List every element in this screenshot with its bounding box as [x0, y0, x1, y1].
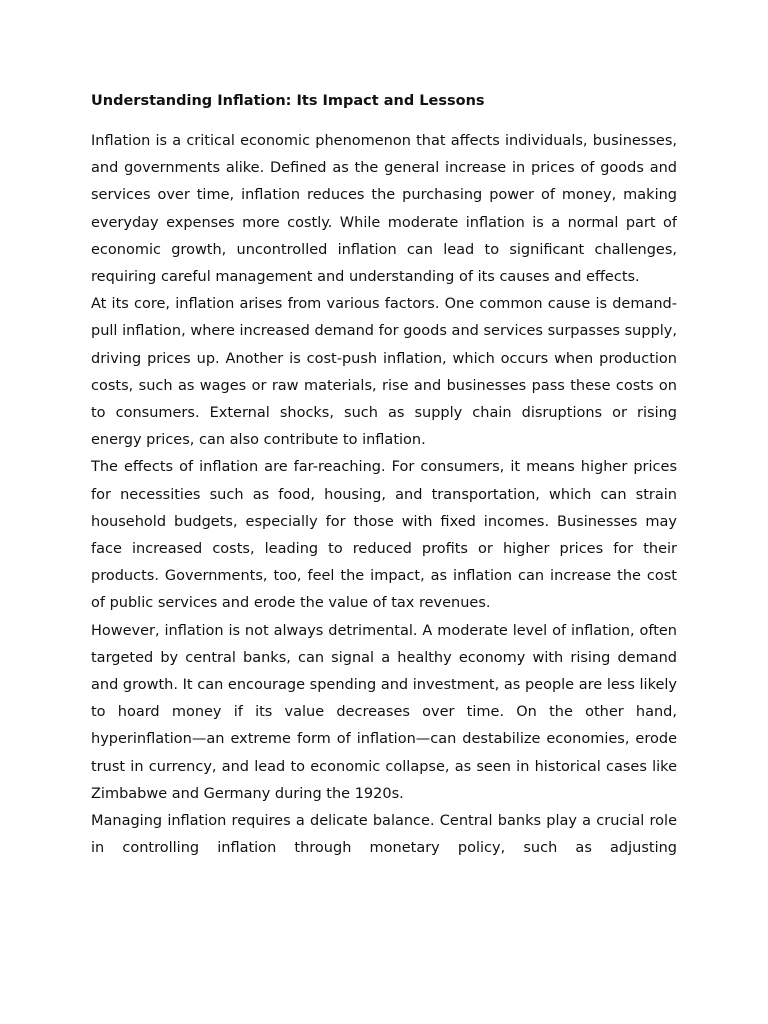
paragraph-2: At its core, inflation arises from various factors. One common cause is demand-pull inflation, where increased demand for goods and services surpasses supply, driving prices up. Another is cost-push inflation, which occurs when production costs, such as wages or raw materials, rise and businesses pass these costs on to consumers. External shocks, such as supply chain disruptions or rising energy prices, can also contribute to inflation. — [91, 296, 677, 449]
document-title: Understanding Inflation: Its Impact and Lessons — [91, 93, 485, 109]
paragraph-1: Inflation is a critical economic phenomenon that affects individuals, businesses, and governments alike. Defined as the general increase in prices of goods and services over time, inflation reduces the purchasing power of money, making everyday expenses more costly. While moderate inflation is a normal part of economic growth, uncontrolled inflation can lead to significant challenges, requiring careful management and understanding of its causes and effects. — [91, 133, 677, 286]
document-content — [91, 90, 677, 918]
paragraph-4: However, inflation is not always detrimental. A moderate level of inflation, often targeted by central banks, can signal a healthy economy with rising demand and growth. It can encourage spending and investment, as people are less likely to hoard money if its value decreases over time. On the other hand, hyperinflation—an extreme form of inflation—can destabilize economies, erode trust in currency, and lead to economic collapse, as seen in historical cases like Zimbabwe and Germany during the 1920s. — [91, 622, 677, 802]
paragraph-5: Managing inflation requires a delicate balance. Central banks play a crucial role in controlling inflation through monetary policy, such as adjusting — [91, 813, 677, 857]
paragraph-3: The effects of inflation are far-reaching. For consumers, it means higher prices for necessities such as food, housing, and transportation, which can strain household budgets, especially for those with fixed incomes. Businesses may face increased costs, leading to reduced profits or higher prices for their products. Governments, too, feel the impact, as inflation can increase the cost of public services and erode the value of tax revenues. — [91, 459, 677, 612]
document-body — [91, 128, 677, 918]
